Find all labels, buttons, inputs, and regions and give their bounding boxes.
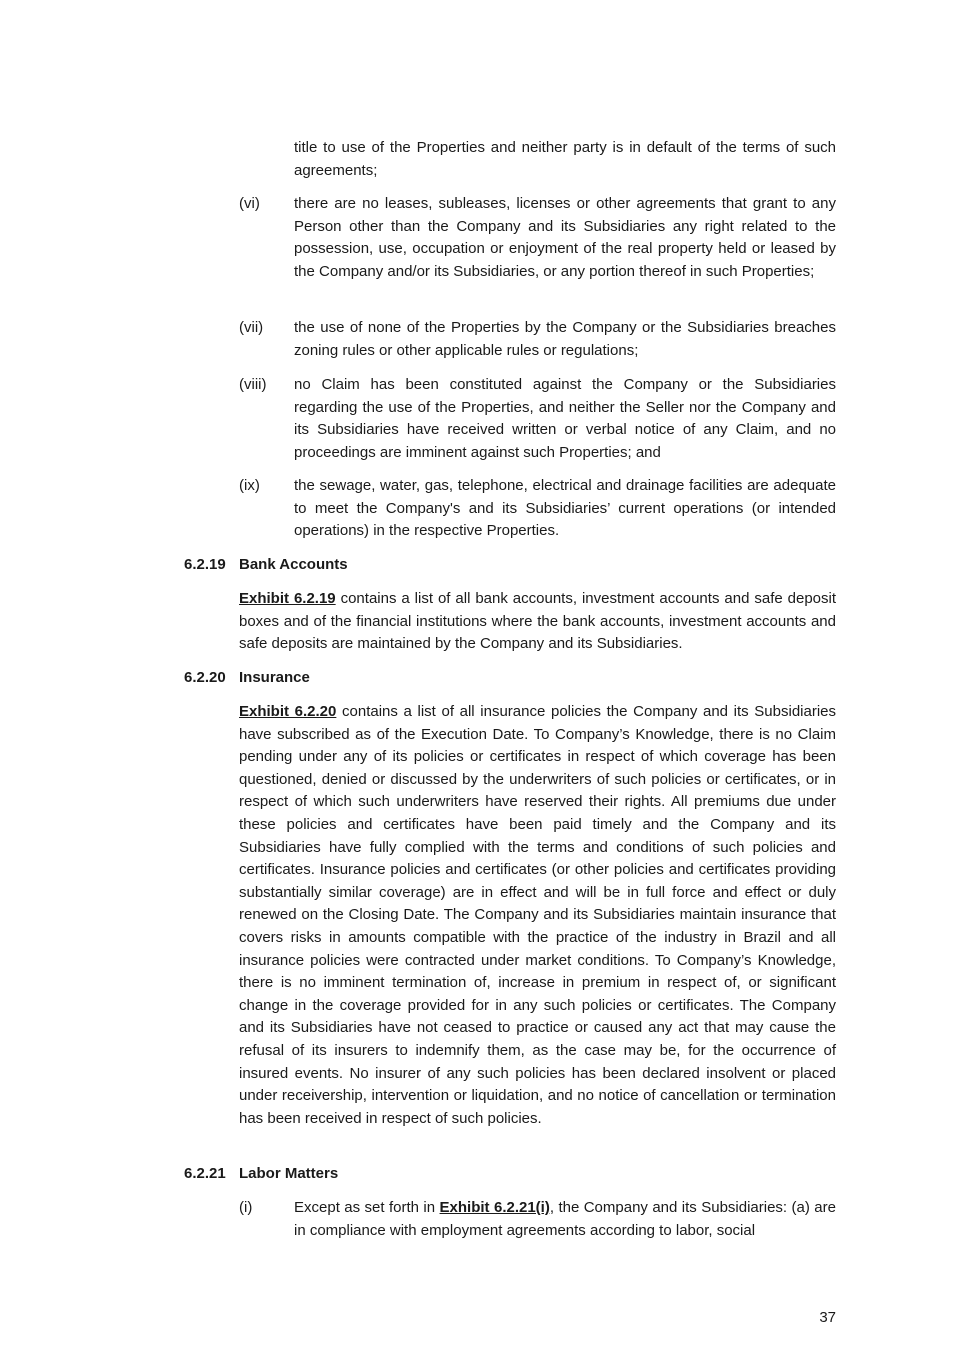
- page-number: 37: [819, 1309, 836, 1326]
- section-title: Labor Matters: [239, 1165, 339, 1182]
- continuation-paragraph: title to use of the Properties and neither party is in default of the terms of such agreements;: [294, 139, 836, 179]
- item-text: there are no leases, subleases, licenses or other agreements that grant to any Person other than the Company and its Subsidiaries any right related to the possession, use, occupation or enjoyment of the real property held or leased by the Company and/or its Subsidiaries, or any portion thereof in such Properties;: [294, 195, 836, 280]
- item-text-pre: Except as set forth in: [294, 1199, 440, 1216]
- exhibit-reference: Exhibit 6.2.20: [239, 703, 337, 720]
- item-text-post: , the Company and its Subsidiaries: (a) are in compliance with employment agreements according to labor, social: [294, 1199, 836, 1239]
- paragraph-text: contains a list of all bank accounts, investment accounts and safe deposit boxes and of the financial institutions where the bank accounts, investment accounts and safe deposits are maintained by the Company and its Subsidiaries.: [239, 590, 837, 653]
- item-text: the use of none of the Properties by the Company or the Subsidiaries breaches zoning rules or other applicable rules or regulations;: [294, 319, 836, 359]
- section-title: Insurance: [239, 669, 310, 686]
- bank-accounts-paragraph: [239, 588, 836, 656]
- exhibit-reference: Exhibit 6.2.21(i): [439, 1199, 550, 1216]
- item-text: no Claim has been constituted against the Company or the Subsidiaries regarding the use of the Properties, and neither the Seller nor the Company and its Subsidiaries have received written or verbal notice of any Claim, and no proceedings are imminent against such Properties; and: [294, 376, 836, 461]
- item-number: (viii): [239, 376, 267, 393]
- section-number: 6.2.20: [184, 669, 226, 686]
- item-number: (ix): [239, 477, 260, 494]
- section-number: 6.2.21: [184, 1165, 226, 1182]
- labor-item-text: [294, 1197, 836, 1242]
- item-number: (i): [239, 1199, 253, 1216]
- item-text: the sewage, water, gas, telephone, electrical and drainage facilities are adequate to meet the Company's and its Subsidiaries’ current operations (or intended operations) in the respective Properties.: [294, 477, 836, 540]
- section-number: 6.2.19: [184, 556, 226, 573]
- paragraph-text: contains a list of all insurance policies the Company and its Subsidiaries have subscribed as of the Execution Date. To Company’s Knowledge, there is no Claim pending under any of its policies or certificates in respect of which coverage has been questioned, denied or discussed by the underwriters of such policies or certificates, or in respect of which such underwriters have reserved their rights. All premiums due under these policies and certificates have been paid timely and the Company and its Subsidiaries have fully complied with the terms and conditions of such policies and certificates. Insurance policies and certificates (or other policies and certificates providing substantially similar coverage) are in effect and will be in full force and effect or duly renewed on the Closing Date. The Company and its Subsidiaries maintain insurance that covers risks in amounts compatible with the practice of the industry in Brazil and all insurance policies were contracted under market conditions. To Company’s Knowledge, there is no imminent termination of, increase in premium in respect of, or significant change in the coverage provided for in any such policies or certificates. The Company and its Subsidiaries have not ceased to practice or caused any act that may cause the refusal of its insurers to indemnify them, as the case may be, for the occurrence of insured events. No insurer of any such policies has been declared insolvent or placed under receivership, intervention or liquidation, and no notice of cancellation or termination has been received in respect of such policies.: [239, 703, 837, 1127]
- section-title: Bank Accounts: [239, 556, 348, 573]
- exhibit-reference: Exhibit 6.2.19: [239, 590, 336, 607]
- item-number: (vii): [239, 319, 264, 336]
- item-number: (vi): [239, 195, 260, 212]
- insurance-paragraph: [239, 701, 836, 1130]
